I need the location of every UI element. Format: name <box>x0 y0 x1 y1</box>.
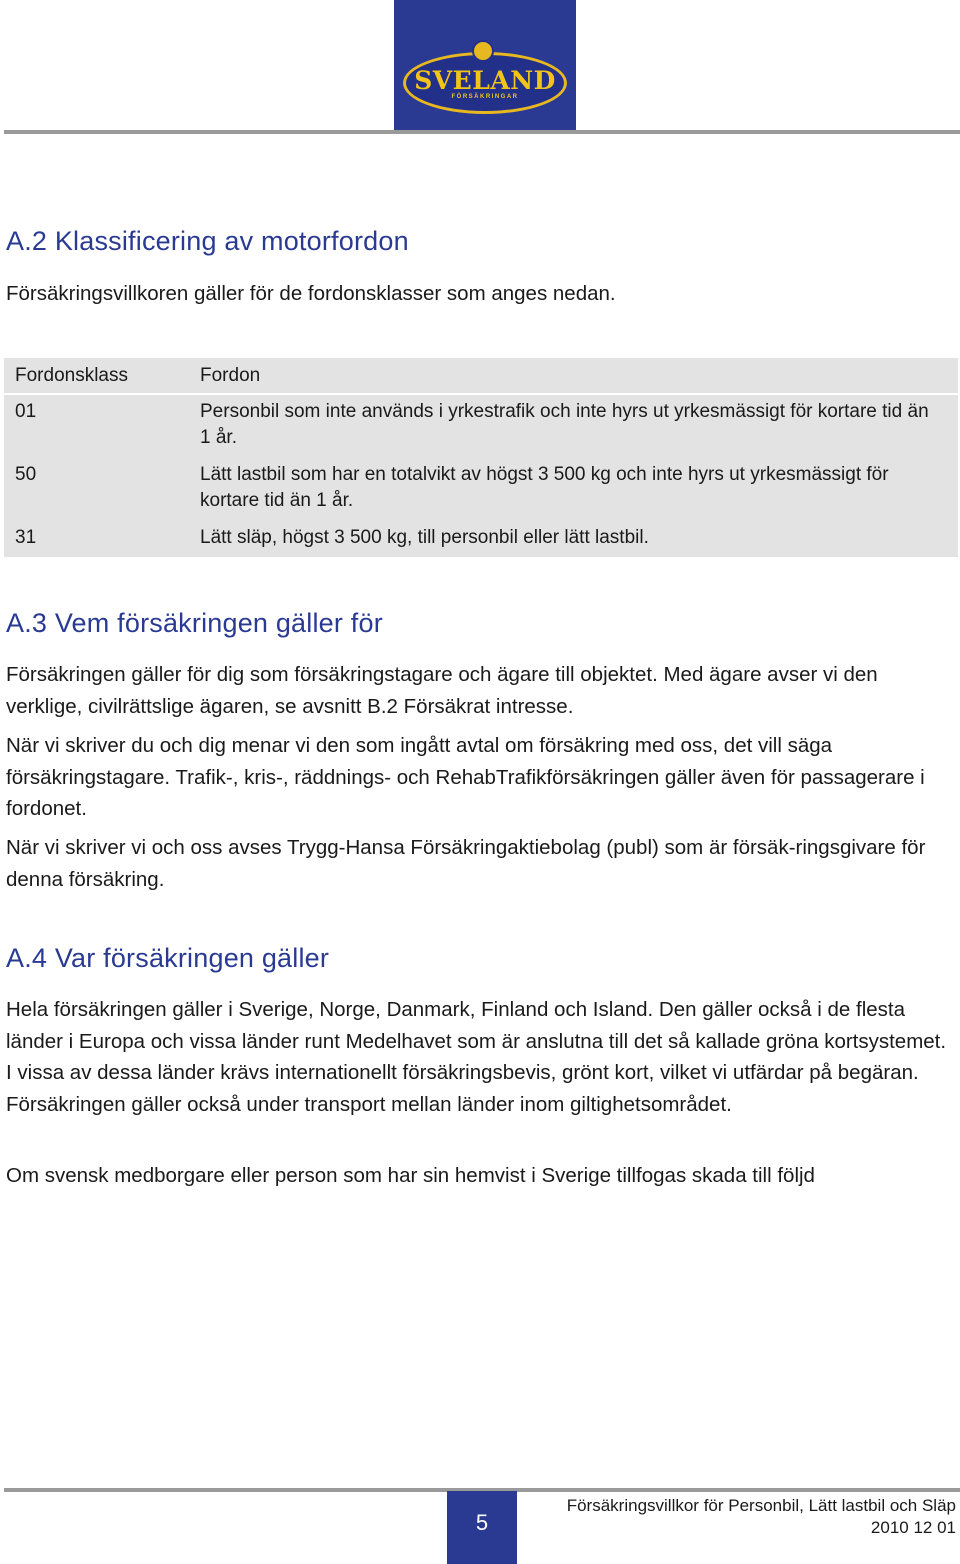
logo-subtitle: FÖRSÄKRINGAR <box>451 94 519 100</box>
table-header-class: Fordonsklass <box>15 365 128 386</box>
table-cell-class: 01 <box>15 401 37 422</box>
section-a3-paragraph-2: När vi skriver du och dig menar vi den som ingått avtal om försäkring med oss, det vill säga försäkringstagare. Trafik-, kris-, räddnings- och RehabTrafikförsäkringen gäller även för passagerare i fordonet. <box>6 734 925 820</box>
crown-icon <box>472 40 494 62</box>
section-a4-paragraph-1: Hela försäkringen gäller i Sverige, Norge, Danmark, Finland och Island. Den gäller också i de flesta länder i Europa och vissa länder runt Medelhavet som är anslutna till det så kallade gröna kortsystemet. I vissa av dessa länder krävs internationellt försäkringsbevis, grönt kort, vilket vi utfärdar på begäran. Försäkringen gäller också under transport mellan länder inom giltighetsområdet. <box>6 998 947 1116</box>
section-a3-paragraph-1: Försäkringen gäller för dig som försäkringstagare och ägare till objektet. Med ägare avser vi den verklige, civilrättslige ägaren, se avsnitt B.2 Försäkrat intresse. <box>6 663 878 718</box>
section-a3-paragraph-3: När vi skriver vi och oss avses Trygg-Hansa Försäkringaktiebolag (publ) som är försäk-ringsgivare för denna försäkring. <box>6 836 926 891</box>
section-a4-paragraph-2: Om svensk medborgare eller person som har sin hemvist i Sverige tillfogas skada till följd <box>6 1164 815 1187</box>
footer-date: 2010 12 01 <box>870 1518 956 1537</box>
logo-wordmark: SVELAND <box>414 66 556 95</box>
table-header-vehicle: Fordon <box>200 365 261 386</box>
table-cell-class: 50 <box>15 464 37 485</box>
section-a4-title: A.4 Var försäkringen gäller <box>6 943 330 973</box>
footer-doc-title: Försäkringsvillkor för Personbil, Lätt lastbil och Släp <box>566 1496 956 1515</box>
section-a2-title: A.2 Klassificering av motorfordon <box>6 226 409 256</box>
table-cell-vehicle: Lätt lastbil som har en totalvikt av högst 3 500 kg och inte hyrs ut yrkesmässigt för kortare tid än 1 år. <box>200 464 889 511</box>
table-cell-class: 31 <box>15 527 37 548</box>
page-number: 5 <box>447 1491 517 1564</box>
vehicle-class-table <box>4 358 958 557</box>
section-a3-title: A.3 Vem försäkringen gäller för <box>6 608 383 638</box>
header-divider <box>4 130 960 134</box>
sveland-logo <box>394 0 576 130</box>
section-a2-intro: Försäkringsvillkoren gäller för de fordonsklasser som anges nedan. <box>6 282 616 305</box>
table-cell-vehicle: Personbil som inte används i yrkestrafik och inte hyrs ut yrkesmässigt för kortare tid än 1 år. <box>200 401 929 448</box>
table-divider <box>4 393 958 395</box>
table-cell-vehicle: Lätt släp, högst 3 500 kg, till personbil eller lätt lastbil. <box>200 527 649 548</box>
